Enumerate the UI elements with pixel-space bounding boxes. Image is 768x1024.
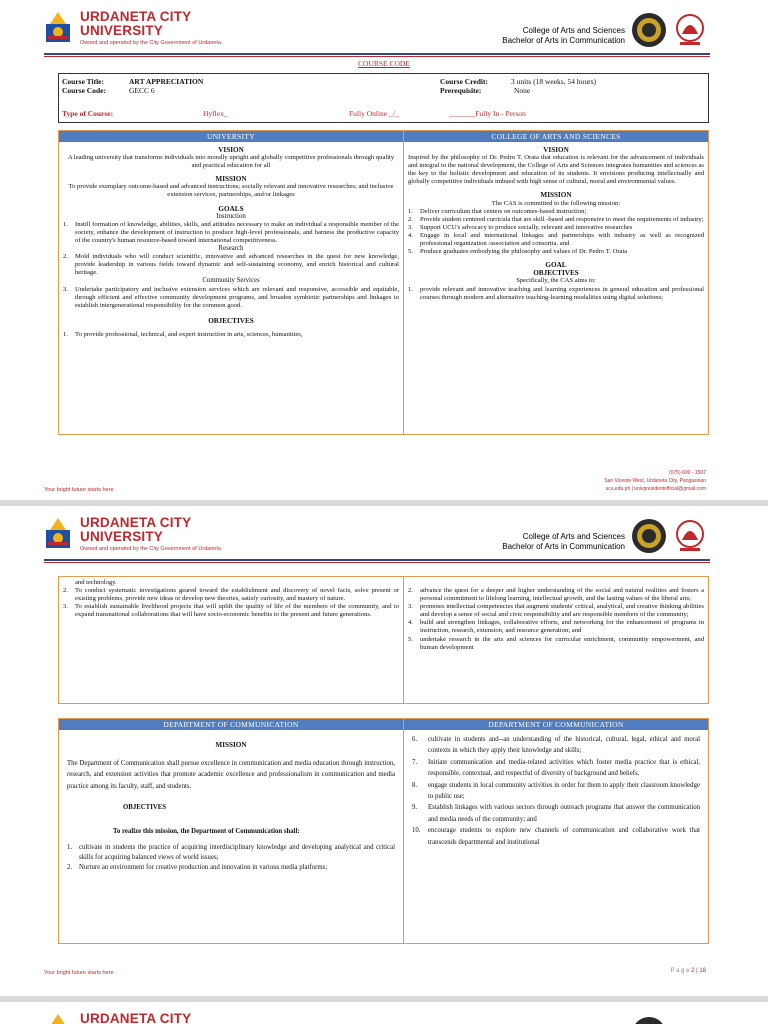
- document-page-2: [0, 506, 768, 996]
- course-type-label: Type of Course:: [62, 109, 114, 118]
- college-seal-icon: [631, 12, 667, 48]
- document-page-1: [0, 0, 768, 500]
- university-logo-icon: [44, 10, 72, 44]
- cas-column: [404, 577, 708, 703]
- cas-mission-title: MISSION: [540, 191, 572, 200]
- course-title-value: ART APPRECIATION: [129, 77, 204, 86]
- department-header-right: DEPARTMENT OF COMMUNICATION: [404, 719, 708, 730]
- goal-item: 2. Mold individuals who will conduct scientific, innovative and advanced researches in the quest for new knowledge, provide leadership in various fields toward dynamic and self-sustaining economy, and enrich historical and cultural heritage.: [63, 253, 399, 277]
- department-mission-title: MISSION: [215, 741, 247, 749]
- department-objectives-title: OBJECTIVES: [123, 804, 167, 811]
- footer-contact: (075) 600 - 1507 San Vicente West, Urdaneta City, Pangasinan ucu.edu.ph | univpresidentofficial@gmail.com: [604, 470, 706, 492]
- cas-objective-item: 1. provide relevant and innovative teaching and learning experiences in general education and professional courses through modern and alternative teaching-learning modalities using digital solutions;: [408, 285, 704, 301]
- university-logo-icon: [44, 516, 72, 550]
- page-header: [0, 506, 768, 556]
- vmgo-table-continued: [58, 576, 709, 704]
- university-column: [59, 131, 404, 434]
- goal-instruction-heading: Instruction: [216, 212, 246, 220]
- course-credit-value: 3 units (18 weeks, 54 hours): [511, 77, 596, 86]
- department-column-left: [59, 719, 404, 943]
- course-code-label: Course Code:: [62, 86, 106, 95]
- cas-mission-item: 3. Support UCU's advocacy to produce socially, relevant and innovative researches: [408, 223, 633, 231]
- cas-mission-item: 5. Produce graduates embodying the philosophy and values of Dr. Pedro T. Orata: [408, 248, 628, 256]
- department-objective-item: 6. cultivate in students and--an understanding of the historical, cultural, legal, ethical and moral contexts in which they apply their knowledge and skills;: [412, 736, 700, 755]
- university-vision-title: VISION: [218, 146, 244, 154]
- department-objective-item: 7. Initiate communication and media-related activities which foster media practice that is ethical, responsible, contextual, and respectful of diversity of background and beliefs.: [412, 758, 700, 778]
- header-divider-accent: [44, 56, 710, 57]
- university-objectives-title: OBJECTIVES: [208, 316, 254, 325]
- department-objectives-intro: To realize this mission, the Department of Communication shall:: [113, 827, 300, 835]
- cas-objective-item: 2. advance the quest for a deeper and higher understanding of the social and natural realities and fosters a personal commitment to lifelong learning, intellectual growth, and the lasting values of the liberal arts;: [408, 587, 704, 603]
- page-number: P a g e 2 | 18: [670, 968, 706, 974]
- course-code-value: GECC 6: [129, 86, 155, 95]
- department-objective-item: 1. cultivate in students the practice of acquiring interdisciplinary knowledge and developing analytical and critical skills for acquiring balanced views of world issues;: [67, 844, 395, 861]
- objective-item: 3. To establish sustainable livelihood projects that will uplift the quality of life of the members of the community, and to expand transnational collaborations that will have socio-economic benefits to the present and future generations.: [63, 603, 399, 619]
- cas-vision-text: Inspired by the philosophy of Dr. Pedro T. Orata that education is relevant for the advancement of individuals and integral to the national development, the College of Arts and Sciences integrates humanities and sciences as the key to the holistic development and education of its students. It envisions producing intellectually and globally competitive individuals imbued with high sense of cultural, moral and environmental values.: [408, 154, 704, 186]
- cas-objective-item: 3. promotes intellectual competencies that augment students' critical, analytical, and creative thinking abilities and develop a sense of social and civic responsibility and are responsible members of the community;: [408, 603, 704, 619]
- university-column-header: UNIVERSITY: [59, 131, 403, 142]
- department-objective-item: 9. Establish linkages with various sectors through outreach programs that answer the communication and media needs of the community; and: [412, 804, 700, 823]
- department-table: [58, 718, 709, 944]
- header-divider: [44, 559, 710, 561]
- college-seal-icon: [631, 1016, 667, 1024]
- college-seal-icon: [631, 518, 667, 554]
- page-header: [0, 0, 768, 50]
- cas-objectives-title: OBJECTIVES: [533, 269, 579, 278]
- header-divider: [44, 53, 710, 55]
- objective-item: 1. To provide professional, technical, and expert instruction in arts, sciences, humanities,: [63, 330, 303, 338]
- cas-objectives-intro: Specifically, the CAS aims to:: [516, 277, 596, 285]
- university-mission-text: To provide exemplary outcome-based and advanced instructions; socially relevant and innovative researches; and inclusive extension services, partnerships, and/or linkages: [68, 183, 394, 199]
- university-vision-text: A leading university that transforms individuals into morally upright and globally competitive professionals through quality and practical education for all: [67, 154, 395, 170]
- cas-objective-item: 5. undertake research in the arts and sciences for curricular enrichment, community empowerment, and human development: [408, 635, 704, 651]
- goal-item: 3. Undertake participatory and inclusive extension services which are relevant and responsive, accessible and equitable, through efficient and effective community development programs, and broaden symbiotic partnerships and linkages to establish intergenerational responsibility for the common good.: [63, 285, 399, 309]
- cas-vision-title: VISION: [543, 146, 569, 154]
- university-tagline: Owned and operated by the City Government of Urdaneta: [80, 546, 221, 552]
- department-column-right: [404, 719, 708, 943]
- cas-column: [404, 131, 708, 434]
- university-column: [59, 577, 404, 703]
- course-code-heading: COURSE CODE: [358, 59, 410, 68]
- cas-mission-item: 1. Deliver curriculum that centers on outcomes-based instruction;: [408, 207, 587, 215]
- cas-objective-item: 4. build and strengthen linkages, collaborative efforts, and networking for the enhancement of programs in instruction, research, extension, and resource generation; and: [408, 619, 704, 635]
- cas-goal-title: GOAL: [545, 261, 567, 270]
- university-name: URDANETA CITY UNIVERSITY: [80, 9, 192, 38]
- course-type-hyflex: Hyflex_: [203, 109, 228, 118]
- university-logo-icon: [44, 1012, 72, 1024]
- university-name: URDANETA CITY: [80, 1011, 192, 1024]
- university-goals-title: GOALS: [218, 204, 244, 213]
- header-divider-accent: [44, 562, 710, 563]
- vmgo-table: [58, 130, 709, 435]
- university-name: URDANETA CITY UNIVERSITY: [80, 515, 192, 544]
- college-name: College of Arts and Sciences Bachelor of Arts in Communication: [502, 532, 625, 551]
- goal-research-heading: Research: [218, 245, 244, 253]
- goal-item: 1. Instill formation of knowledge, abilities, skills, and attitudes necessary to make an individual a responsible member of the society, enhance the development of instruction to produce high-level professionals, and harness the productive capacity of the country's human resource-based toward international competitiveness.: [63, 220, 399, 244]
- course-title-label: Course Title:: [62, 77, 105, 86]
- objective-item-continued: and technology.: [75, 579, 117, 586]
- course-credit-label: Course Credit:: [440, 77, 488, 86]
- department-objective-item: 8. engage students in local community activities in order for them to apply their classroom knowledge to public use;: [412, 781, 700, 801]
- department-header-left: DEPARTMENT OF COMMUNICATION: [59, 719, 403, 730]
- program-seal-icon: [672, 12, 708, 48]
- document-page-3-partial: [0, 1002, 768, 1024]
- program-seal-icon: [672, 1016, 708, 1024]
- cas-column-header: COLLEGE OF ARTS AND SCIENCES: [404, 131, 708, 142]
- cas-mission-intro: The CAS is committed to the following mission:: [491, 199, 621, 207]
- cas-mission-item: 4. Engage in local and international linkages and partnerships with industry as well as recognized professional organization /association and consortia. and: [408, 231, 704, 248]
- cas-mission-item: 2. Provide student centered curricula that are skill -based and responsive to meet the requirements of industry;: [408, 215, 704, 223]
- university-tagline: Owned and operated by the City Government of Urdaneta: [80, 40, 221, 46]
- goal-community-heading: Community Services: [202, 277, 260, 285]
- prerequisite-value: None: [514, 86, 531, 95]
- footer-tagline: Your bright future starts here: [44, 487, 114, 493]
- university-mission-title: MISSION: [215, 175, 247, 184]
- prerequisite-label: Prerequisite:: [440, 86, 482, 95]
- department-objective-item: 10. encourage students to explore new channels of communication and collaborative work that transcends departmental and institutional: [412, 827, 700, 846]
- program-seal-icon: [672, 518, 708, 554]
- college-name: College of Arts and Sciences Bachelor of Arts in Communication: [502, 26, 625, 45]
- objective-item: 2. To conduct systematic investigations geared toward the establishment and discovery of novel facts, solve present or existing problems, provide new ideas or develop new theories, satisfy curiosity, and mastery of nature.: [63, 587, 399, 603]
- department-objective-item: 2. Nurture an environment for creative production and innovation in various media platforms;: [67, 864, 328, 871]
- course-info-box: [58, 73, 709, 123]
- course-type-fully-in-person: _______Fully In - Person: [449, 109, 526, 118]
- department-mission-text: The Department of Communication shall pursue excellence in communication and media education through instruction, research, and extension activities that promote academic excellence and professionalism in communication and media practice among its faculty, staff, and students.: [67, 759, 395, 790]
- course-type-fully-online: Fully Online _/_: [349, 109, 399, 118]
- footer-tagline: Your bright future starts here: [44, 970, 114, 976]
